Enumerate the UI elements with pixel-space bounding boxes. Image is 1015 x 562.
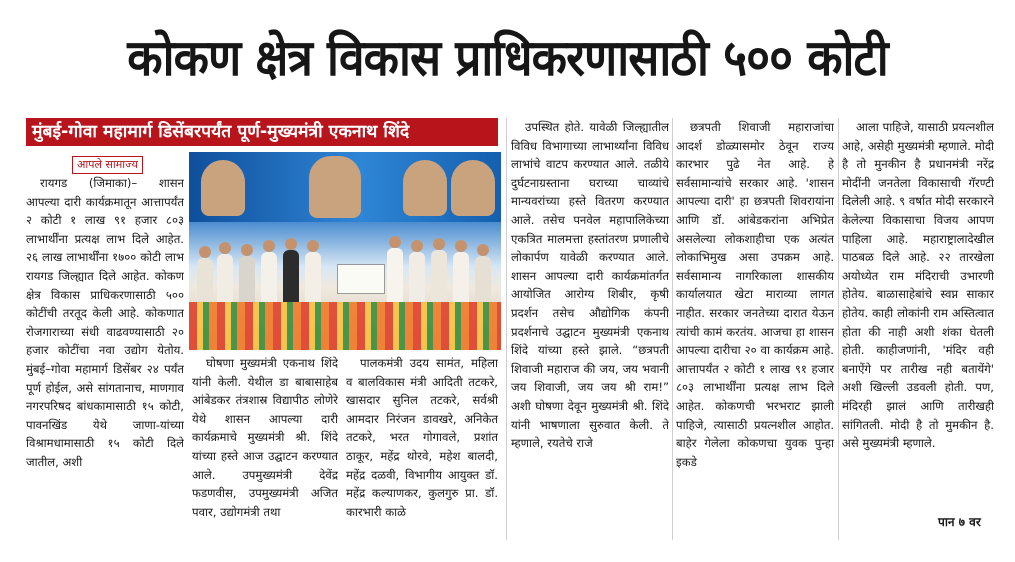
cheque-board: [337, 264, 385, 294]
article-column-4: उपस्थित होते. यावेळी जिल्ह्यातील विविध विभागाच्या लाभार्थ्यांना विविध लाभांचे वाटप करण्यात आले. तळीये दुर्घटनाग्रस्ताना घराच्या चाव्यांचे मान्यवरांच्या हस्ते वितरण करण्यात आले. तसेच पनवेल महापालिकेच्या एकत्रित मालमत्ता हस्तांतरण प्रणालीचे लोकार्पण यावेळी करण्यात आले. शासन आपल्या दारी कार्यक्रमांतर्गत आयोजित आरोग्य शिबीर, कृषी प्रदर्शन तसेच औद्योगिक कंपनी प्रदर्शनाचे उद्घाटन मुख्यमंत्री एकनाथ शिंदे यांच्या हस्ते झाले. “छत्रपती शिवाजी महाराज की जय, जय भवानी जय शिवाजी, जय जय श्री राम!” अशी घोषणा देवून मुख्यमंत्री श्री. शिंदे यांनी भाषणाला सुरुवात केली. ते म्हणाले, रयतेचे राजे: [511, 120, 669, 451]
headline: कोकण क्षेत्र विकास प्राधिकरणासाठी ५०० कोटी: [127, 29, 888, 87]
event-photo: [189, 152, 501, 350]
flower-decoration: [189, 302, 501, 350]
subheadline: मुंबई-गोवा महामार्ग डिसेंबरपर्यंत पूर्ण-मुख्यमंत्री एकनाथ शिंदे: [26, 118, 498, 146]
article-column-1: रायगड (जिमाका)– शासन आपल्या दारी कार्यक्रमातून आत्तापर्यंत २ कोटी १ लाख ९१ हजार ८०३ लाभार्थींना प्रत्यक्ष लाभ दिले आहेत. २६ लाख लाभार्थींना १७०० कोटी लाभ रायगड जिल्ह्यात दिले आहेत. कोकण क्षेत्र विकास प्राधिकरणासाठी ५०० कोटींची तरतूद केली आहे. कोकणात रोजगाराच्या संधी वाढवण्यासाठी २० हजार कोटींचा नवा उद्योग येतोय. मुंबई–गोवा महामार्ग डिसेंबर २४ पर्यंत पूर्ण होईल, असे सांगतानाच, माणगाव नगरपरिषद बांधकामासाठी १५ कोटी, पावनखिंड येथे जाणा-यांच्या विश्रामधामासाठी १५ कोटी दिले जातील, अशी: [26, 176, 184, 469]
article-column-2: घोषणा मुख्यमंत्री एकनाथ शिंदे यांनी केली. येथील डा बाबासाहेब आंबेडकर तंत्रशास्र विद्यापीठ लोणेरे येथे शासन आपल्या दारी कार्यक्रमाचे मुख्यमंत्री श्री. शिंदे यांच्या हस्ते आज उद्घाटन करण्यात आले. उपमुख्यमंत्री देवेंद्र फडणवीस, उपमुख्यमंत्री अजित पवार, उद्योगमंत्री तथा: [192, 356, 338, 519]
section-tag: आपले सामाज्य: [72, 156, 143, 174]
stage-banner: [189, 152, 501, 222]
article-column-6: आला पाहिजे, यासाठी प्रयत्नशील आहे, असेही मुख्यमंत्री म्हणाले. मोदी है तो मुनकीन है प्रधानमंत्री नरेंद्र मोदींनी जनतेला विकासाची गॅरण्टी दिलेली आहे. ९ वर्षात मोदी सरकारने केलेल्या विकासाचा विजय आपण पाहिला आहे. महाराष्ट्रालादेखील पाठबळ दिले आहे. २२ तारखेला अयोध्येत राम मंदिराची उभारणी होतेय. बाळासाहेबांचे स्वप्न साकार होतेय. काही लोकांनी राम अस्तित्वात होता की नाही अशी शंका घेतली होती. काहीजणांनी, 'मंदिर वही बनाऐंगे पर तारीख नही बतायेंगे' अशी खिल्ली उडवली होती. पण, मंदिरही झालं आणि तारीखही सांगितली. मोदी है तो मुमकीन है. असे मुख्यमंत्री म्हणाले.: [842, 120, 994, 451]
article-column-3: पालकमंत्री उदय सामंत, महिला व बालविकास मंत्री आदिती तटकरे, खासदार सुनिल तटकरे, सर्वश्री आमदार निरंजन डावखरे, अनिकेत तटकरे, भरत गोगावले, प्रशांत ठाकूर, महेंद्र थोरवे, महेश बालदी, महेंद्र दळवी, विभागीय आयुक्त डॉ. महेंद्र कल्याणकर, कुलगुरु प्रा. डॉ. कारभारी काळे: [346, 356, 498, 519]
article-column-5: छत्रपती शिवाजी महाराजांचा आदर्श डोळ्यासमोर ठेवून राज्य कारभार पुढे नेत आहे. हे सर्वसामान्यांचे सरकार आहे. 'शासन आपल्या दारी' हा छत्रपती शिवरायांना आणि डॉ. आंबेडकरांना अभिप्रेत असलेल्या लोकशाहीचा एक अत्यंत लोकाभिमुख असा उपक्रम आहे. सर्वसामान्य नागरिकाला शासकीय कार्यालयात खेटा माराव्या लागत नाहीत. सरकार जनतेच्या दारात येऊन त्यांची कामं करतंय. आजचा हा शासन आपल्या दारीचा २० वा कार्यक्रम आहे. आत्तापर्यंत २ कोटी १ लाख ९१ हजार ८०३ लाभार्थींना प्रत्यक्ष लाभ दिले आहेत. कोकणची भरभराट झाली पाहिजे, त्यासाठी प्रयत्नशील आहोत. बाहेर गेलेला कोकणचा युवक पुन्हा इकडे: [676, 120, 834, 469]
continued-marker: पान ७ वर: [938, 515, 981, 529]
